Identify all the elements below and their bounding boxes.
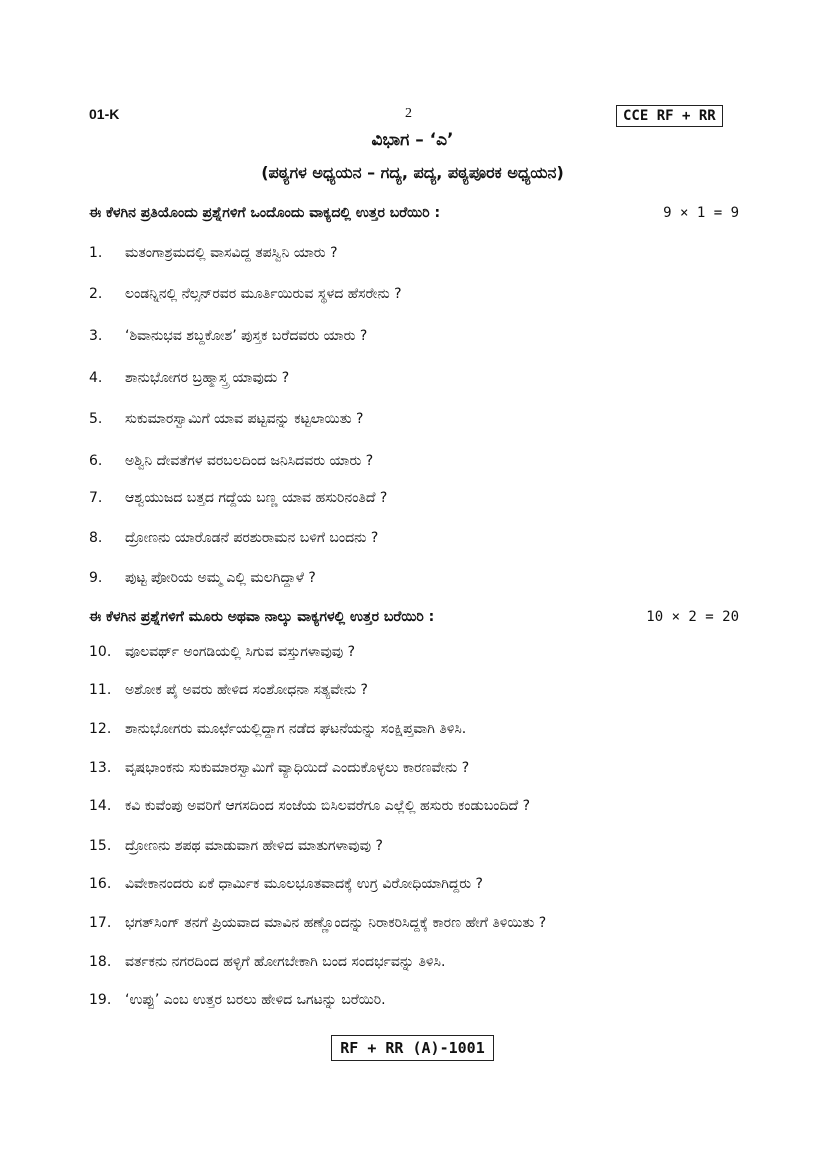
question-item [89, 644, 739, 660]
question-number: 10. [89, 644, 112, 660]
question-text: ವೃಷಭಾಂಕನು ಸುಕುಮಾರಸ್ವಾಮಿಗೆ ವ್ಯಾಧಿಯಿದೆ ಎಂದುಕೊಳ್ಳಲು ಕಾರಣವೇನು ? [125, 760, 470, 776]
question-number: 12. [89, 721, 112, 737]
question-number: 4. [89, 370, 103, 386]
question-item [89, 682, 739, 698]
question-text: ವಿವೇಕಾನಂದರು ಏಕೆ ಧಾರ್ಮಿಕ ಮೂಲಭೂತವಾದಕ್ಕೆ ಉಗ್ರ ವಿರೋಧಿಯಾಗಿದ್ದರು ? [125, 876, 483, 892]
section-subtitle: (ಪಠ್ಯಗಳ ಅಧ್ಯಯನ – ಗದ್ಯ, ಪದ್ಯ, ಪಠ್ಯಪೂರಕ ಅಧ್ಯಯನ) [261, 163, 564, 182]
question-text: ಲಂಡನ್ನಿನಲ್ಲಿ ನೆಲ್ಸನ್‌ರವರ ಮೂರ್ತಿಯಿರುವ ಸ್ಥಳದ ಹೆಸರೇನು ? [125, 286, 402, 302]
question-text: ‘ಉಪ್ಪು’ ಎಂಬ ಉತ್ತರ ಬರಲು ಹೇಳಿದ ಒಗಟನ್ನು ಬರೆಯಿರಿ. [125, 992, 386, 1008]
question-item [89, 245, 739, 261]
question-number: 6. [89, 453, 103, 469]
question-number: 11. [89, 682, 112, 698]
question-number: 3. [89, 328, 103, 344]
question-text: ಪುಟ್ಟ ಪೋರಿಯ ಅಮ್ಮ ಎಲ್ಲಿ ಮಲಗಿದ್ದಾಳೆ ? [125, 570, 316, 586]
question-number: 17. [89, 915, 112, 931]
question-text: ಕವಿ ಕುವೆಂಪು ಅವರಿಗೆ ಆಗಸದಿಂದ ಸಂಜೆಯ ಬಿಸಿಲವರೆಗೂ ಎಲ್ಲೆಲ್ಲಿ ಹಸುರು ಕಂಡುಬಂದಿದೆ ? [125, 798, 531, 814]
question-item [89, 411, 739, 427]
question-item [89, 570, 739, 586]
footer-code-box: RF + RR (A)-1001 [331, 1035, 494, 1061]
question-item [89, 992, 739, 1008]
paper-type-box: CCE RF + RR [616, 105, 723, 127]
section-title: ವಿಭಾಗ – ‘ಎ’ [371, 130, 454, 150]
question-item [89, 838, 739, 854]
question-item [89, 798, 739, 814]
question-number: 14. [89, 798, 112, 814]
question-item [89, 370, 739, 386]
question-text: ದ್ರೋಣನು ಯಾರೊಡನೆ ಪರಶುರಾಮನ ಬಳಿಗೆ ಬಂದನು ? [125, 530, 379, 546]
part1-instruction: ಈ ಕೆಳಗಿನ ಪ್ರತಿಯೊಂದು ಪ್ರಶ್ನೆಗಳಿಗೆ ಒಂದೊಂದು ವಾಕ್ಯದಲ್ಲಿ ಉತ್ತರ ಬರೆಯಿರಿ : [89, 205, 441, 221]
question-text: ಅಶ್ವಿನಿ ದೇವತೆಗಳ ವರಬಲದಿಂದ ಜನಿಸಿದವರು ಯಾರು ? [125, 453, 374, 469]
question-number: 13. [89, 760, 112, 776]
page-number: 2 [405, 106, 412, 121]
question-number: 2. [89, 286, 103, 302]
question-number: 15. [89, 838, 112, 854]
question-text: ದ್ರೋಣನು ಶಪಥ ಮಾಡುವಾಗ ಹೇಳಿದ ಮಾತುಗಳಾವುವು ? [125, 838, 383, 854]
part2-instruction: ಈ ಕೆಳಗಿನ ಪ್ರಶ್ನೆಗಳಿಗೆ ಮೂರು ಅಥವಾ ನಾಲ್ಕು ವಾಕ್ಯಗಳಲ್ಲಿ ಉತ್ತರ ಬರೆಯಿರಿ : [89, 609, 435, 625]
question-text: ಆಶ್ವಯುಜದ ಬತ್ತದ ಗದ್ದೆಯ ಬಣ್ಣ ಯಾವ ಹಸುರಿನಂತಿದೆ ? [125, 490, 388, 506]
question-number: 8. [89, 530, 103, 546]
question-text: ಶಾನುಭೋಗರ ಬ್ರಹ್ಮಾಸ್ತ್ರ ಯಾವುದು ? [125, 370, 290, 386]
question-text: ಅಶೋಕ ಪೈ ಅವರು ಹೇಳಿದ ಸಂಶೋಧನಾ ಸತ್ಯವೇನು ? [125, 682, 368, 698]
question-number: 5. [89, 411, 103, 427]
question-text: ವರ್ತಕನು ನಗರದಿಂದ ಹಳ್ಳಿಗೆ ಹೋಗಬೇಕಾಗಿ ಬಂದ ಸಂದರ್ಭವನ್ನು ತಿಳಿಸಿ. [125, 954, 446, 970]
question-text: ಶಾನುಭೋಗರು ಮೂರ್ಛೆಯಲ್ಲಿದ್ದಾಗ ನಡೆದ ಘಟನೆಯನ್ನು ಸಂಕ್ಷಿಪ್ತವಾಗಿ ತಿಳಿಸಿ. [125, 721, 467, 737]
question-text: ಮತಂಗಾಶ್ರಮದಲ್ಲಿ ವಾಸವಿದ್ದ ತಪಸ್ವಿನಿ ಯಾರು ? [125, 245, 338, 261]
question-item [89, 530, 739, 546]
subject-code: 01-K [89, 106, 120, 122]
question-item [89, 490, 739, 506]
footer [0, 1035, 825, 1061]
question-text: ‘ಶಿವಾನುಭವ ಶಬ್ದಕೋಶ’ ಪುಸ್ತಕ ಬರೆದವರು ಯಾರು ? [125, 328, 368, 344]
part2-marks: 10 × 2 = 20 [646, 609, 739, 625]
question-number: 1. [89, 245, 103, 261]
question-text: ವೂಲವರ್ಥ್ ಅಂಗಡಿಯಲ್ಲಿ ಸಿಗುವ ವಸ್ತುಗಳಾವುವು ? [125, 644, 356, 660]
question-number: 19. [89, 992, 112, 1008]
question-number: 16. [89, 876, 112, 892]
question-text: ಸುಕುಮಾರಸ್ವಾಮಿಗೆ ಯಾವ ಪಟ್ಟವನ್ನು ಕಟ್ಟಲಾಯಿತು ? [125, 411, 364, 427]
question-item [89, 876, 739, 892]
question-text: ಭಗತ್‌ಸಿಂಗ್ ತನಗೆ ಪ್ರಿಯವಾದ ಮಾವಿನ ಹಣ್ಣೊಂದನ್ನು ನಿರಾಕರಿಸಿದ್ದಕ್ಕೆ ಕಾರಣ ಹೇಗೆ ತಿಳಿಯಿತು ? [125, 915, 547, 931]
question-item [89, 760, 739, 776]
question-number: 18. [89, 954, 112, 970]
question-item [89, 328, 739, 344]
part1-marks: 9 × 1 = 9 [663, 205, 739, 221]
question-item [89, 286, 739, 302]
question-number: 7. [89, 490, 103, 506]
question-item [89, 954, 739, 970]
question-number: 9. [89, 570, 103, 586]
question-item [89, 915, 739, 931]
question-item [89, 721, 739, 737]
question-item [89, 453, 739, 469]
